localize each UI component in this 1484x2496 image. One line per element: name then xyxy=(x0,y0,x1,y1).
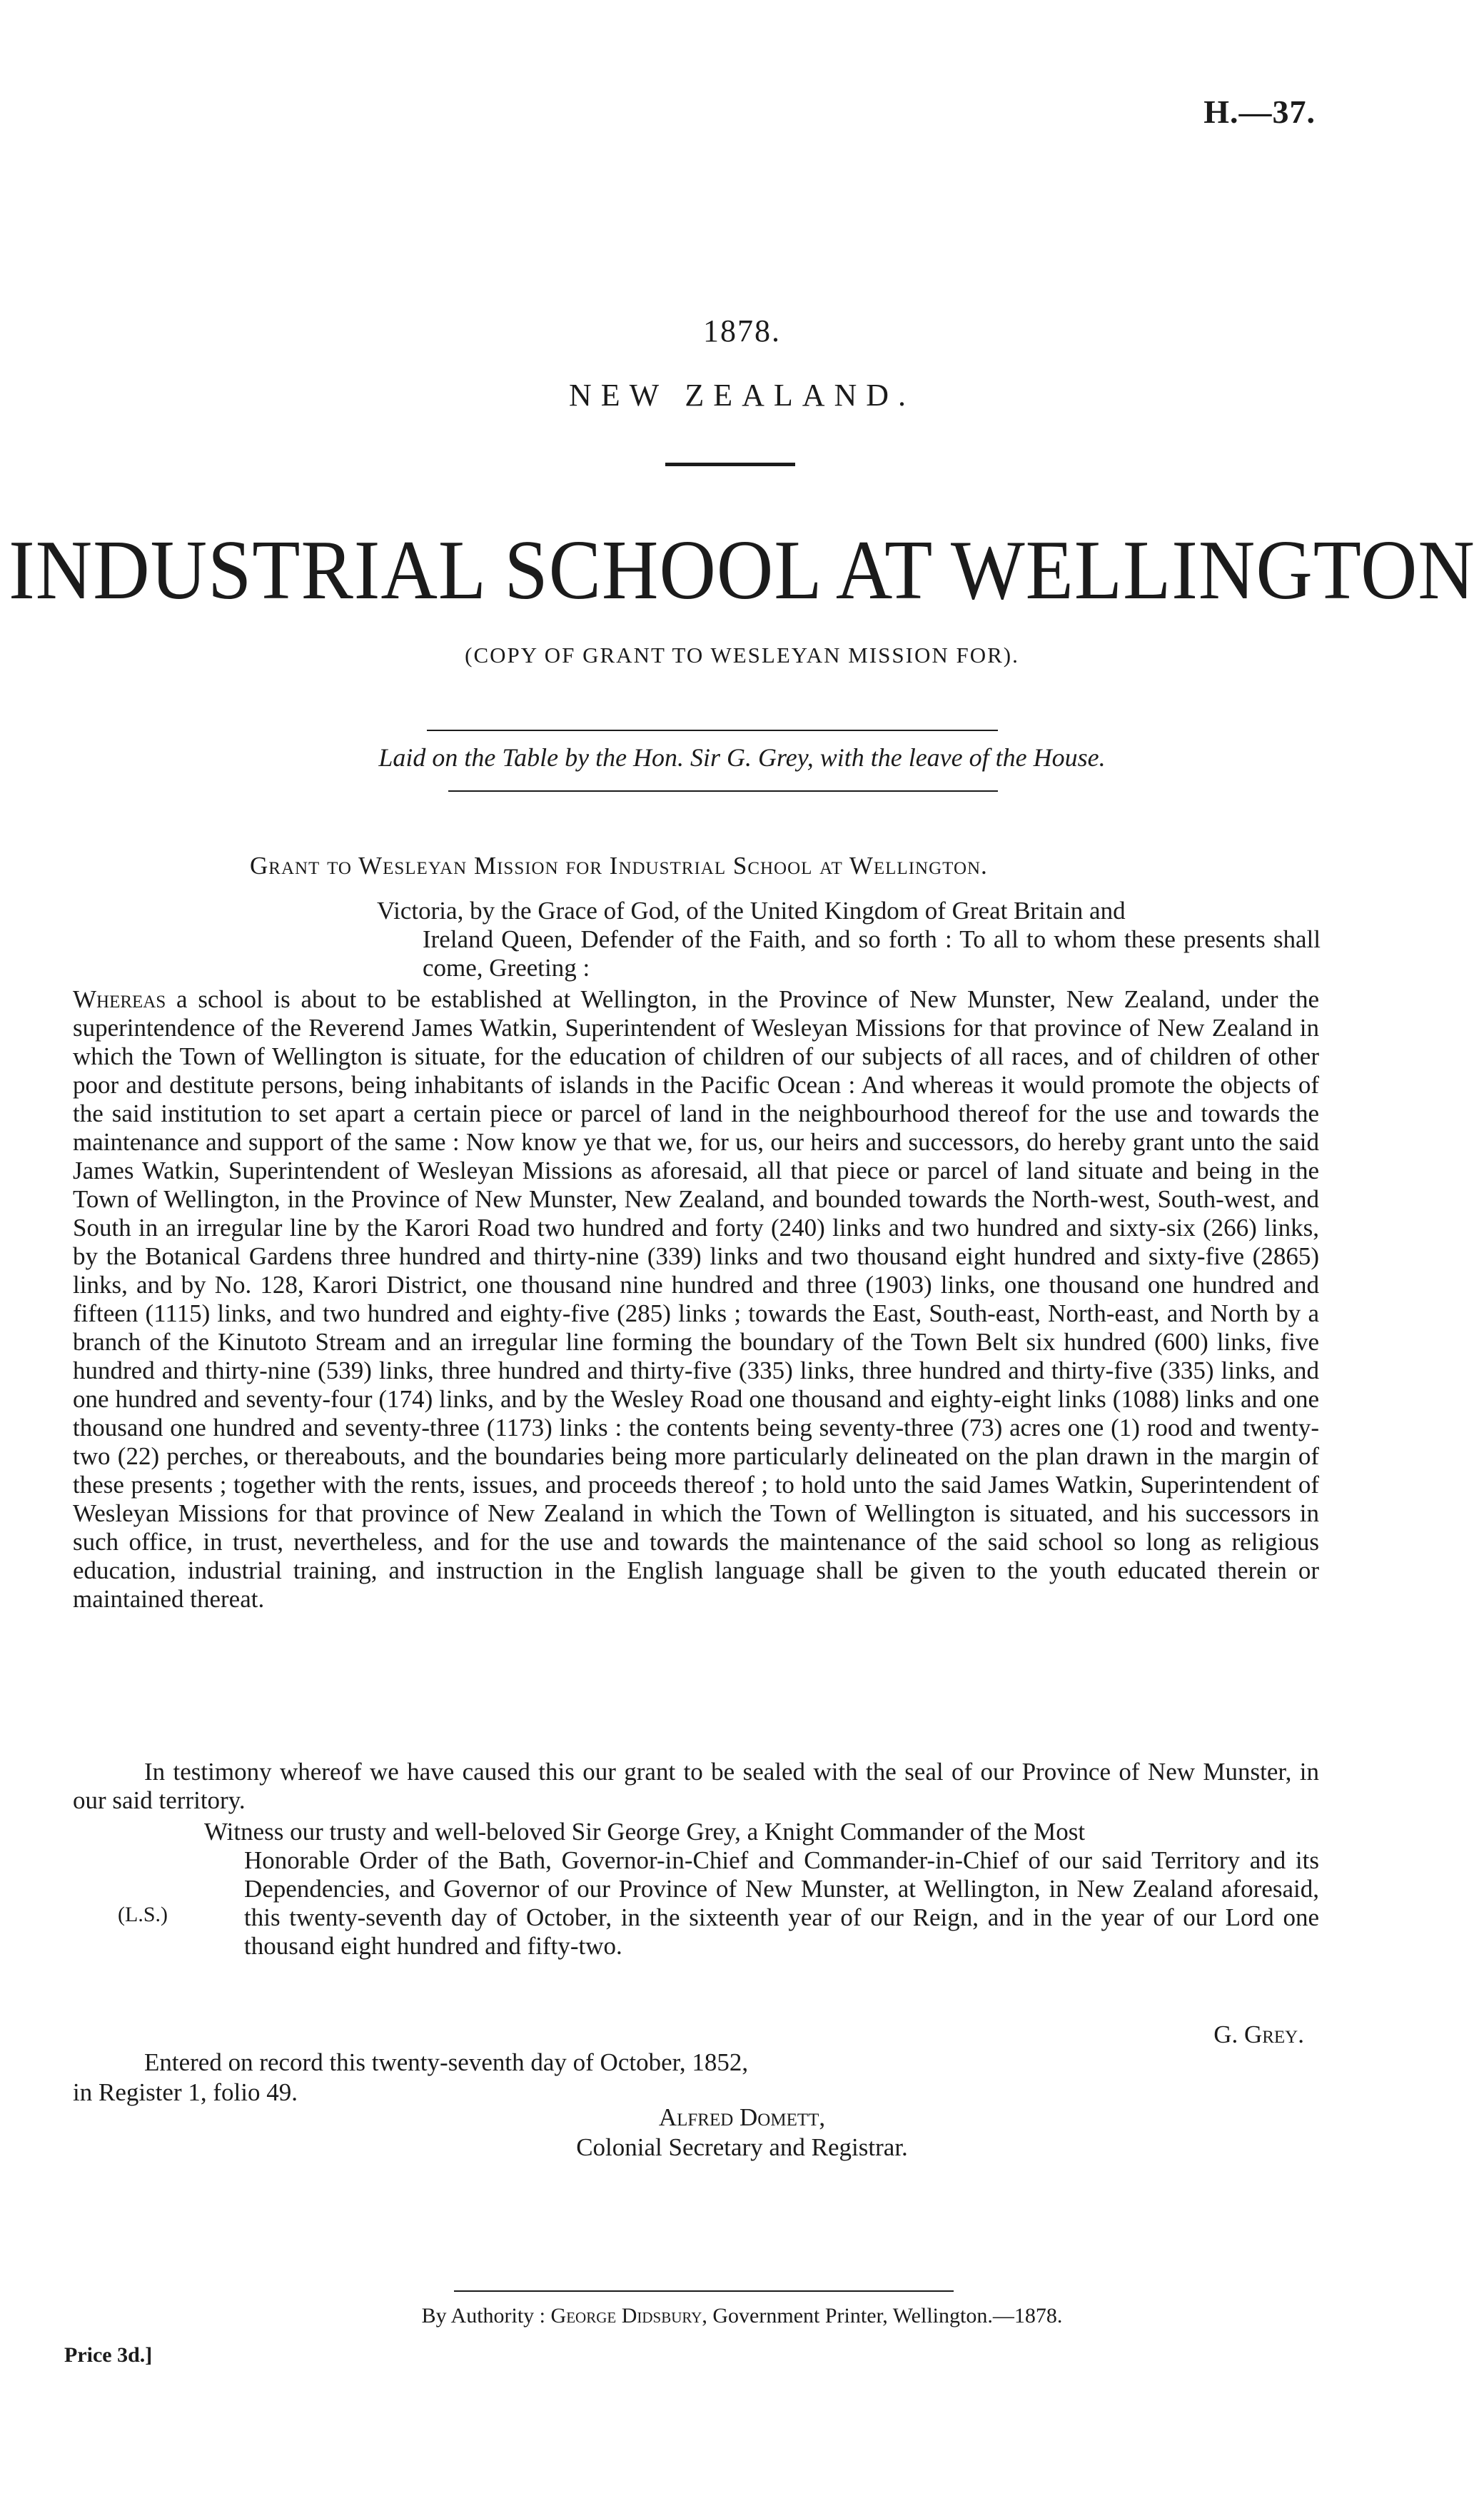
royal-style-continuation: Ireland Queen, Defender of the Faith, and so forth : To all to whom these presents shall come, Greeting : xyxy=(423,925,1321,982)
year: 1878. xyxy=(703,313,781,348)
testimony-paragraph: In testimony whereof we have caused this our grant to be sealed with the seal of our Province of New Munster, in our said territory. xyxy=(73,1758,1319,1814)
page-title: INDUSTRIAL SCHOOL AT WELLINGTON xyxy=(9,523,1475,617)
record-entry-line-2: in Register 1, folio 49. xyxy=(73,2078,298,2106)
witness-first-line: Witness our trusty and well-beloved Sir George Grey, a Knight Commander of the Most xyxy=(204,1818,1086,1846)
witness-paragraph xyxy=(204,1818,1319,1961)
paper-reference: H.—37. xyxy=(1203,94,1316,130)
laid-on-table-note: Laid on the Table by the Hon. Sir G. Grey, with the leave of the House. xyxy=(378,743,1106,772)
governor-signature: G. Grey. xyxy=(1213,2021,1304,2048)
record-entry-line-1: Entered on record this twenty-seventh day of October, 1852, xyxy=(144,2048,749,2076)
royal-style-first-line: Victoria, by the Grace of God, of the United Kingdom of Great Britain and xyxy=(377,897,1126,925)
laid-rule-bottom xyxy=(448,790,998,792)
witness-continuation: Honorable Order of the Bath, Governor-in-Chief and Commander-in-Chief of our said Territory and its Dependencies, and Governor of our Province of New Munster, at Wellington, in New Zealand aforesaid, this twenty-seventh day of October, in the sixteenth year of our Reign, and in the year of our Lord one thousand eight hundred and fifty-two. xyxy=(244,1846,1319,1960)
imprint-suffix: Government Printer, Wellington.—1878. xyxy=(712,2304,1063,2328)
royal-style-paragraph xyxy=(377,897,1321,982)
title-rule xyxy=(665,463,795,466)
footer-rule xyxy=(454,2290,954,2292)
subtitle: (COPY OF GRANT TO WESLEYAN MISSION FOR). xyxy=(465,643,1019,668)
grant-body-paragraph xyxy=(73,985,1319,1614)
grant-body-text: a school is about to be established at Wellington, in the Province of New Munster, New Zealand, under the superintendence of the Reverend James Watkin, Superintendent of Wesleyan Missions for that province of New Zealand in which the Town of Wellington is situate, for the education of children of our subjects of all races, and of children of other poor and destitute persons, being inhabitants of islands in the Pacific Ocean : And whereas it would promote the objects of the said institution to set apart a certain piece or parcel of land in the neighbourhood thereof for the use and towards the maintenance and support of the same : Now know ye that we, for us, our heirs and successors, do hereby grant unto the said James Watkin, Superintendent of Wesleyan Missions as aforesaid, all that piece or parcel of land situate and being in the Town of Wellington, in the Province of New Munster, New Zealand, and bounded towards the North-west, South-west, and South in an irregular line by the Karori Road two hundred and forty (240) links and two hundred and sixty-six (266) links, by the Botanical Gardens three hundred and thirty-nine (339) links and two thousand eight hundred and sixty-five (2865) links, and by No. 128, Karori District, one thousand nine hundred and three (1903) links, one thousand one hundred and fifteen (1115) links, and two hundred and eighty-five (285) links ; towards the East, South-east, North-east, and North by a branch of the Kinutoto Stream and an irregular line forming the boundary of the Town Belt six hundred (600) links, five hundred and thirty-nine (539) links, three hundred and thirty-five (335) links, three hundred and thirty-five (335) links, and one hundred and seventy-four (174) links, and by the Wesley Road one thousand and eighty-eight links (1088) links and one thousand one hundred and seventy-three (1173) links : the contents being seventy-three (73) acres one (1) rood and twenty-two (22) perches, or thereabouts, and the boundaries being more particularly delineated on the plan drawn in the margin of these presents ; together with the rents, issues, and proceeds thereof ; to hold unto the said James Watkin, Superintendent of Wesleyan Missions for that province of New Zealand in which the Town of Wellington is situated, and his successors in such office, in trust, nevertheless, and for the use and towards the maintenance of the said school so long as religious education, industrial training, and instruction in the English language shall be given to the youth educated therein or maintained thereat. xyxy=(73,985,1320,1613)
record-entry xyxy=(73,2048,929,2108)
seal-mark: (L.S.) xyxy=(118,1903,168,1926)
registrar-name: Alfred Domett, xyxy=(658,2103,826,2131)
laid-rule-top xyxy=(427,730,998,731)
grant-heading: Grant to Wesleyan Mission for Industrial School at Wellington. xyxy=(250,852,988,880)
printer-imprint xyxy=(0,2304,1484,2328)
country: NEW ZEALAND. xyxy=(568,378,916,413)
imprint-printer: George Didsbury, xyxy=(550,2304,707,2328)
whereas-lead: Whereas xyxy=(73,985,166,1013)
imprint-prefix: By Authority : xyxy=(421,2304,546,2328)
price-label: Price 3d.] xyxy=(64,2343,153,2367)
registrar-title: Colonial Secretary and Registrar. xyxy=(576,2133,908,2161)
registrar-block xyxy=(0,2103,1484,2163)
